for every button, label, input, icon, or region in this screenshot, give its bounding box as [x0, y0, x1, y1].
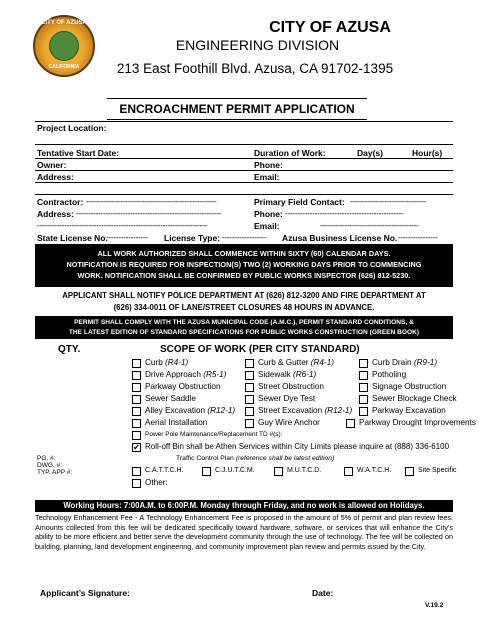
- catth-label: C.A.T.T.C.H.: [145, 467, 184, 474]
- blank-line-dashes: ---------------------------------------------------------------------: [37, 221, 208, 230]
- sewer-dye-test-checkbox[interactable]: [245, 395, 254, 404]
- contractor-email-label: Email:: [254, 221, 280, 231]
- city-name: CITY OF AZUSA: [269, 19, 391, 36]
- cjutcm-label: C.J.U.T.C.M.: [215, 467, 255, 474]
- rolloff-checkbox[interactable]: [132, 443, 141, 452]
- sidewalk-checkbox[interactable]: [245, 371, 254, 380]
- notice-line: (626) 334-0011 OF LANE/STREET CLOSURES 48 HOURS IN ADVANCE.: [113, 303, 375, 312]
- alley-excavation-checkbox[interactable]: [132, 407, 141, 416]
- technology-fee-paragraph: Technology Enhancement Fee - A Technology Enhancement Fee is proposed in the amount of 5% of permit and plan review fees. Amounts collected from this fee will be dedicated specifically toward hardware, software, or services that will enhance the City’s ability to be more efficient and better serve the development community through the use of technology. The fee will be collected on building, planning, land development engineering, and community improvement plan review and permits issued by the City.: [35, 513, 453, 551]
- city-address: 213 East Foothill Blvd. Azusa, CA 91702-1395: [116, 61, 394, 76]
- address-label: Address:: [37, 172, 74, 182]
- sewer-blockage-label: Sewer Blockage Check: [372, 394, 457, 403]
- catth-checkbox[interactable]: [132, 467, 141, 476]
- contractor-label: Contractor:: [37, 197, 84, 207]
- owner-label: Owner:: [37, 160, 67, 170]
- divider: [35, 194, 453, 195]
- guy-wire-checkbox[interactable]: [245, 419, 254, 428]
- curb-checkbox[interactable]: [132, 359, 141, 368]
- notice-line: ALL WORK AUTHORIZED SHALL COMMENCE WITHIN SIXTY (60) CALENDAR DAYS.: [97, 249, 391, 258]
- tentative-start-label: Tentative Start Date:: [37, 148, 120, 158]
- typ-app-label: TYP. APP #:: [37, 469, 73, 476]
- authorization-notice: [35, 244, 453, 287]
- compliance-notice: [35, 316, 453, 339]
- sewer-saddle-checkbox[interactable]: [132, 395, 141, 404]
- pg-label: PG. #:: [37, 455, 56, 462]
- signage-obstruction-label: Signage Obstruction: [372, 382, 447, 391]
- guy-wire-label: Guy Wire Anchor: [258, 418, 320, 427]
- aerial-installation-label: Aerial Installation: [145, 418, 208, 427]
- traffic-control-label: Traffic Control Plan (reference shall be latest edition): [176, 455, 335, 462]
- cjutcm-checkbox[interactable]: [202, 467, 211, 476]
- sewer-saddle-label: Sewer Saddle: [145, 394, 196, 403]
- watch-label: W.A.T.C.H.: [357, 467, 392, 474]
- seal-emblem: [49, 31, 79, 61]
- parkway-drought-label: Parkway Drought Improvements: [359, 418, 476, 427]
- days-label: Day(s): [357, 148, 383, 158]
- type-dashes: ------------------: [222, 233, 267, 242]
- primary-contact-dashes: -------------------------------: [350, 197, 427, 206]
- divider: [35, 144, 453, 145]
- email-dashes: ----------------------------------------: [320, 221, 419, 230]
- duration-label: Duration of Work:: [254, 148, 326, 158]
- mutcd-label: M.U.T.C.D.: [287, 467, 322, 474]
- other-label: Other:: [145, 478, 168, 487]
- closure-notice: [35, 290, 453, 314]
- seal-bottom-text: CALIFORNIA: [48, 64, 80, 70]
- street-excavation-checkbox[interactable]: [245, 407, 254, 416]
- phone-dashes: ------------------------------------------------: [285, 209, 404, 218]
- contractor-address-label: Address:: [37, 209, 74, 219]
- date-label: Date:: [312, 588, 334, 598]
- street-obstruction-label: Street Obstruction: [258, 382, 324, 391]
- division-name: ENGINEERING DIVISION: [175, 37, 340, 53]
- state-dashes: -----------------: [106, 233, 148, 242]
- seal-top-text: CITY OF AZUSA: [41, 20, 87, 26]
- other-checkbox[interactable]: [132, 479, 141, 488]
- notice-line: WORK. NOTIFICATION SHALL BE CONFIRMED BY PUBLIC WORKS INSPECTOR (626) 812-5230.: [77, 271, 411, 280]
- rolloff-label: Roll-off Bin shall be Athen Services within City Limits please inquire at (888) 336-6100: [145, 442, 450, 451]
- signage-obstruction-checkbox[interactable]: [359, 383, 368, 392]
- sidewalk-label: Sidewalk (R6-1): [258, 370, 317, 379]
- sewer-dye-test-label: Sewer Dye Test: [258, 394, 316, 403]
- notice-line: THE LATEST EDITION OF STANDARD SPECIFICATIONS FOR PUBLIC WORKS CONSTRUCTION (GREEN BOOK): [68, 328, 420, 336]
- parkway-excavation-label: Parkway Excavation: [372, 406, 446, 415]
- alley-excavation-label: Alley Excavation (R12-1): [145, 406, 236, 415]
- curb-gutter-checkbox[interactable]: [245, 359, 254, 368]
- street-excavation-label: Street Excavation (R12-1): [258, 406, 353, 415]
- divider: [35, 121, 453, 122]
- hours-label: Hour(s): [412, 148, 443, 158]
- notice-line: APPLICANT SHALL NOTIFY POLICE DEPARTMENT AT (626) 812-3200 AND FIRE DEPARTMENT AT: [62, 291, 426, 300]
- street-obstruction-checkbox[interactable]: [245, 383, 254, 392]
- license-type-label: License Type:: [164, 233, 221, 243]
- form-title: ENCROACHMENT PERMIT APPLICATION: [107, 98, 367, 120]
- parkway-obstruction-label: Parkway Obstruction: [145, 382, 221, 391]
- aerial-installation-checkbox[interactable]: [132, 419, 141, 428]
- parkway-obstruction-checkbox[interactable]: [132, 383, 141, 392]
- notice-line: NOTIFICATION IS REQUIRED FOR INSPECTION(S) TWO (2) WORKING DAYS PRIOR TO COMMENCING: [66, 260, 422, 269]
- signature-label: Applicant’s Signature:: [40, 588, 130, 598]
- project-location-label: Project Location:: [37, 123, 107, 133]
- azusa-license-label: Azusa Business License No.: [282, 233, 398, 243]
- state-license-label: State License No.: [37, 233, 108, 243]
- site-specific-label: Site Specific: [418, 467, 457, 474]
- city-seal: [33, 15, 95, 77]
- drive-approach-label: Drive Approach (R5-1): [145, 370, 227, 379]
- curb-drain-label: Curb Drain (R9-1): [372, 358, 438, 367]
- site-specific-checkbox[interactable]: [405, 467, 414, 476]
- parkway-drought-checkbox[interactable]: [346, 419, 355, 428]
- sewer-blockage-checkbox[interactable]: [359, 395, 368, 404]
- email-label: Email:: [254, 172, 280, 182]
- primary-contact-label: Primary Field Contact:: [254, 197, 345, 207]
- mutcd-checkbox[interactable]: [274, 467, 283, 476]
- divider: [35, 158, 453, 159]
- dwg-label: DWG. #:: [37, 462, 62, 469]
- potholing-label: Potholing: [372, 370, 407, 379]
- divider: [35, 170, 453, 171]
- parkway-excavation-checkbox[interactable]: [359, 407, 368, 416]
- drive-approach-checkbox[interactable]: [132, 371, 141, 380]
- divider: [35, 182, 453, 183]
- watch-checkbox[interactable]: [344, 467, 353, 476]
- azusa-dashes: ----------------: [398, 233, 438, 242]
- check-icon: ✔: [133, 443, 140, 452]
- address-dashes: -----------------------------------------------------------: [76, 209, 222, 218]
- phone-label: Phone:: [254, 160, 283, 170]
- curb-label: Curb (R4-1): [145, 358, 189, 367]
- qty-header: QTY.: [58, 344, 81, 355]
- power-pole-label: Power Pole Maintenance/Replacement TD #(s):: [145, 431, 283, 438]
- scope-header: SCOPE OF WORK (PER CITY STANDARD): [160, 344, 360, 355]
- working-hours-bar: Working Hours: 7:00A.M. to 6:00P.M. Monday through Friday, and no work is allowed on Holidays.: [35, 500, 453, 512]
- contractor-phone-label: Phone:: [254, 209, 283, 219]
- notice-line: PERMIT SHALL COMPLY WITH THE AZUSA MUNICIPAL CODE (A.M.C.), PERMIT STANDARD CONDITIONS, &: [74, 319, 414, 326]
- power-pole-checkbox[interactable]: [132, 431, 141, 440]
- version-label: V.19.2: [425, 602, 444, 609]
- curb-drain-checkbox[interactable]: [359, 359, 368, 368]
- contractor-dashes: -----------------------------------------------------: [86, 197, 217, 206]
- curb-gutter-label: Curb & Gutter (R4-1): [258, 358, 334, 367]
- potholing-checkbox[interactable]: [359, 371, 368, 380]
